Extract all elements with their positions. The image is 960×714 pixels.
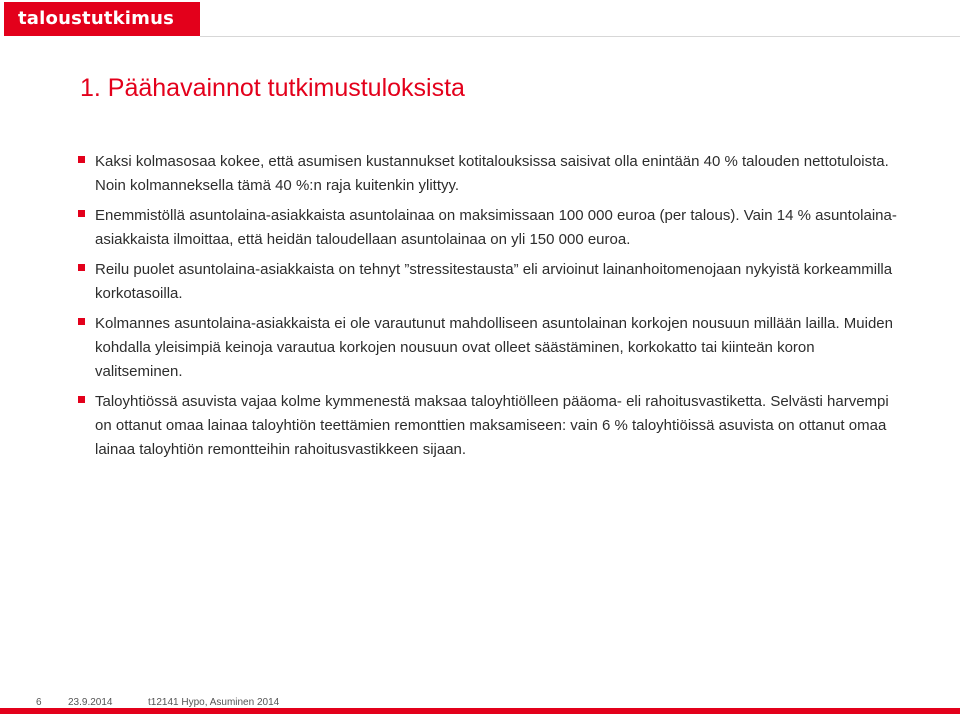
footer-reference: t12141 Hypo, Asuminen 2014 — [148, 697, 280, 708]
findings-list — [78, 150, 898, 468]
page-title: 1. Päähavainnot tutkimustuloksista — [80, 74, 465, 102]
finding-item — [78, 390, 898, 462]
bullet-square-icon — [78, 318, 85, 325]
bullet-square-icon — [78, 396, 85, 403]
finding-item — [78, 312, 898, 384]
company-logo: taloustutkimus oy — [4, 2, 200, 36]
finding-item — [78, 150, 898, 198]
footer-date: 23.9.2014 — [68, 697, 113, 708]
finding-text: Kolmannes asuntolaina-asiakkaista ei ole varautunut mahdolliseen asuntolainan korkojen nousuun millään lailla. Muiden kohdalla yleisimpiä keinoja varautua korkojen nousuun ovat olleet säästäminen, korkokatto tai kiinteän koron valitseminen. — [95, 315, 893, 380]
bullet-square-icon — [78, 210, 85, 217]
finding-text: Reilu puolet asuntolaina-asiakkaista on tehnyt ”stressitestausta” eli arvioinut lainanhoitomenojaan nykyistä korkeammilla korkotasoilla. — [95, 261, 893, 302]
finding-text: Taloyhtiössä asuvista vajaa kolme kymmenestä maksaa taloyhtiölleen pääoma- eli rahoitusvastiketta. Selvästi harvempi on ottanut omaa lainaa taloyhtiön teettämien remonttien maksamiseen: vain 6 % taloyhtiöissä asuvista on ottanut omaa lainaa taloyhtiön remontteihin rahoitusvastikkeen sijaan. — [95, 393, 889, 458]
finding-text: Enemmistöllä asuntolaina-asiakkaista asuntolainaa on maksimissaan 100 000 euroa (per talous). Vain 14 % asuntolaina-asiakkaista ilmoittaa, että heidän taloudellaan asuntolainaa on yli 150 000 euroa. — [95, 207, 897, 248]
header-divider — [200, 36, 960, 37]
bullet-square-icon — [78, 156, 85, 163]
finding-item — [78, 258, 898, 306]
page-number: 6 — [36, 697, 42, 708]
finding-text: Kaksi kolmasosaa kokee, että asumisen kustannukset kotitalouksissa saisivat olla enintään 40 % talouden nettotuloista. Noin kolmanneksella tämä 40 %:n raja kuitenkin ylittyy. — [95, 153, 889, 194]
bullet-square-icon — [78, 264, 85, 271]
finding-item — [78, 204, 898, 252]
footer-bar — [0, 708, 960, 714]
